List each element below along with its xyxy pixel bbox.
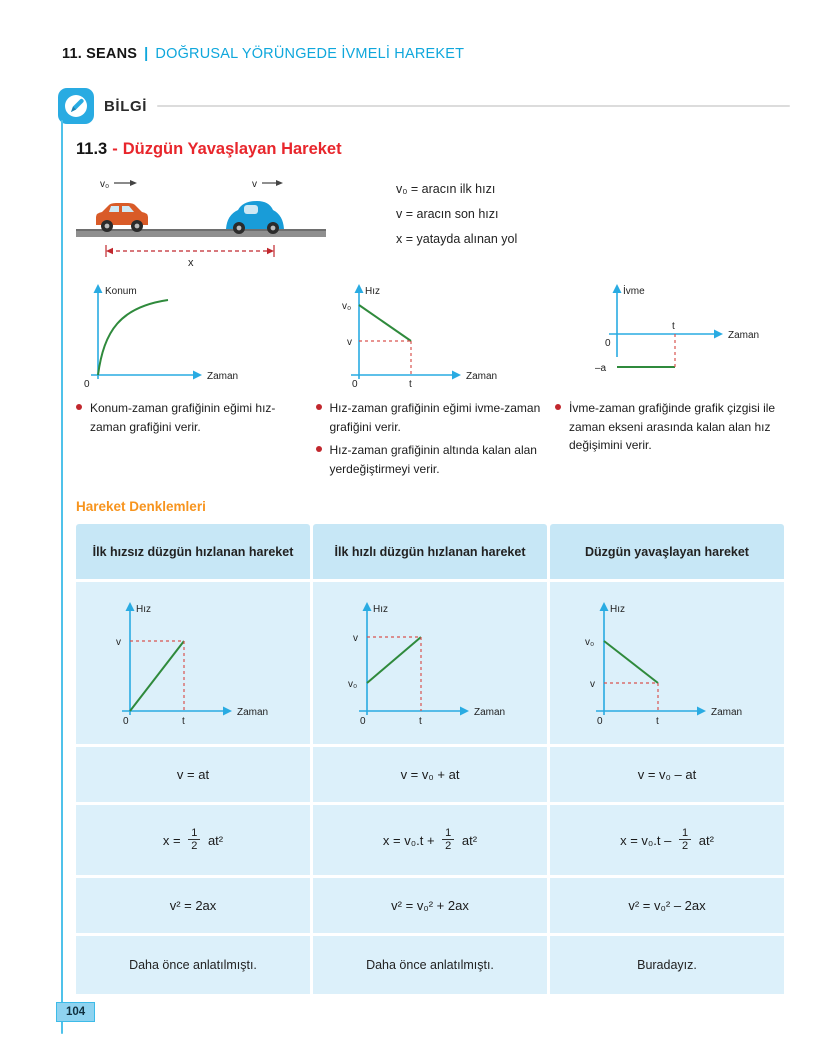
velocity-line [359,305,411,341]
header-separator: | [144,46,149,62]
fraction: $\frac{1}{2}$ [188,828,200,853]
chapter-title: DOĞRUSAL YÖRÜNGEDE İVMELİ HAREKET [155,46,465,62]
bilgi-box [58,88,790,1034]
cars-illustration [76,173,336,269]
v0-tick: v₀ [348,679,358,691]
hiz-zaman-graph [329,279,514,397]
illustration-row [76,173,784,269]
section-number: 11.3 [76,140,108,158]
eq-x-col3 [550,805,784,875]
status-col3: Buradayız. [550,936,784,994]
eq-v2-col2: v² = v₀² + 2ax [313,878,547,933]
origin-label: 0 [360,716,366,728]
y-axis-label: Hız [365,286,380,297]
definition-line: v₀ = aracın ilk hızı [396,182,496,196]
fraction: $\frac{1}{2}$ [442,828,454,853]
origin-label: 0 [123,716,129,728]
x-axis-label: Zaman [474,707,506,719]
page-number: 104 [56,1002,95,1022]
orange-car [96,203,148,232]
konum-notes [76,399,303,483]
origin-label: 0 [597,716,603,728]
eq-v2-col1: v² = 2ax [76,878,310,933]
origin-label: 0 [352,379,358,390]
x-axis-label: Zaman [237,707,269,719]
v-tick: v [353,633,358,645]
accel-with-v0-graph [335,593,525,733]
y-axis-label: Konum [105,286,137,297]
x-label: x [188,257,194,269]
note-item [555,399,782,455]
table-header-col3: Düzgün yavaşlayan hareket [550,524,784,579]
v-tick: v [590,679,595,691]
t-tick: t [182,716,185,728]
bilgi-header-rule [157,105,790,107]
x-axis-label: Zaman [207,371,239,382]
y-axis-label: Hız [136,604,151,616]
x-axis-label: Zaman [728,330,760,341]
note-text: İvme-zaman grafiğinde grafik çizgisi ile zaman ekseni arasında kalan alan hız değişimini verir. [569,401,776,453]
eq-x-prefix: x = v₀.t – [620,832,675,848]
y-axis-label: Hız [610,604,625,616]
fraction: $\frac{1}{2}$ [679,828,691,853]
page-header [0,0,828,62]
eq-v-col1: v = at [76,747,310,802]
origin-label: 0 [605,338,611,349]
note-text: Hız-zaman grafiğinin eğimi ivme-zaman grafiğini verir. [329,401,541,434]
session-label: 11. SEANS [62,46,138,62]
definition-line: v = aracın son hızı [396,207,499,221]
ivme-notes [555,399,782,483]
t-tick: t [419,716,422,728]
table-header-col1: İlk hızsız düzgün hızlanan hareket [76,524,310,579]
t-tick: t [656,716,659,728]
section-title [76,140,784,159]
accel-no-v0-graph [98,593,288,733]
t-tick: t [409,379,412,390]
y-axis-label: İvme [623,286,645,297]
eq-v2-col3: v² = v₀² – 2ax [550,878,784,933]
v0-tick: v₀ [585,637,595,649]
graphs-row [76,279,784,397]
equations-table [76,524,784,994]
note-item [76,399,303,436]
bilgi-icon [58,88,94,124]
table-graph-col1 [76,582,310,744]
ivme-zaman-graph [587,279,782,397]
note-text: Konum-zaman grafiğinin eğimi hız-zaman grafiğini verir. [90,401,276,434]
bullet-icon [555,404,561,410]
velocity-line [604,641,658,683]
t-tick: t [672,321,675,332]
eq-x-prefix: x = [162,832,185,848]
equations-heading: Hareket Denklemleri [76,499,206,515]
status-col1: Daha önce anlatılmıştı. [76,936,310,994]
v-tick: v [347,337,352,348]
definitions [396,173,517,252]
velocity-line [130,641,184,711]
eq-x-suffix: at² [204,832,224,848]
note-text: Hız-zaman grafiğinin altında kalan alan yerdeğiştirmeyi verir. [329,443,537,476]
v-tick: v [116,637,121,649]
bilgi-label: BİLGİ [104,97,147,115]
bullet-icon [316,446,322,452]
eq-x-col1 [76,805,310,875]
eq-x-suffix: at² [458,832,478,848]
eq-v-col2: v = v₀ + at [313,747,547,802]
bullet-icon [76,404,82,410]
eq-x-col2 [313,805,547,875]
minus-a-tick: –a [595,363,607,374]
v-label: v [252,179,257,190]
x-axis-label: Zaman [466,371,498,382]
x-axis-label: Zaman [711,707,743,719]
y-axis-label: Hız [373,604,388,616]
decel-graph [572,593,762,733]
status-col2: Daha önce anlatılmıştı. [313,936,547,994]
velocity-line [367,637,421,683]
v0-label: v₀ [100,179,110,190]
eq-x-suffix: at² [695,832,714,848]
table-graph-col2 [313,582,547,744]
note-item [316,441,543,478]
position-curve [98,300,168,375]
note-item [316,399,543,436]
eq-x-prefix: x = v₀.t + [382,832,439,848]
table-graph-col3 [550,582,784,744]
bilgi-content [58,124,790,994]
distance-measure [106,245,274,257]
bullet-icon [316,404,322,410]
notes-row [76,399,784,483]
definition-line: x = yatayda alınan yol [396,232,518,246]
hiz-notes [316,399,543,483]
section-name: Düzgün Yavaşlayan Hareket [122,140,342,158]
konum-zaman-graph [76,279,256,397]
eq-v-col3: v = v₀ – at [550,747,784,802]
v0-tick: v₀ [342,301,352,312]
table-header-col2: İlk hızlı düzgün hızlanan hareket [313,524,547,579]
left-accent-line [61,120,63,1034]
bilgi-header [58,88,790,124]
section-separator: - [112,140,118,158]
origin-label: 0 [84,379,90,390]
